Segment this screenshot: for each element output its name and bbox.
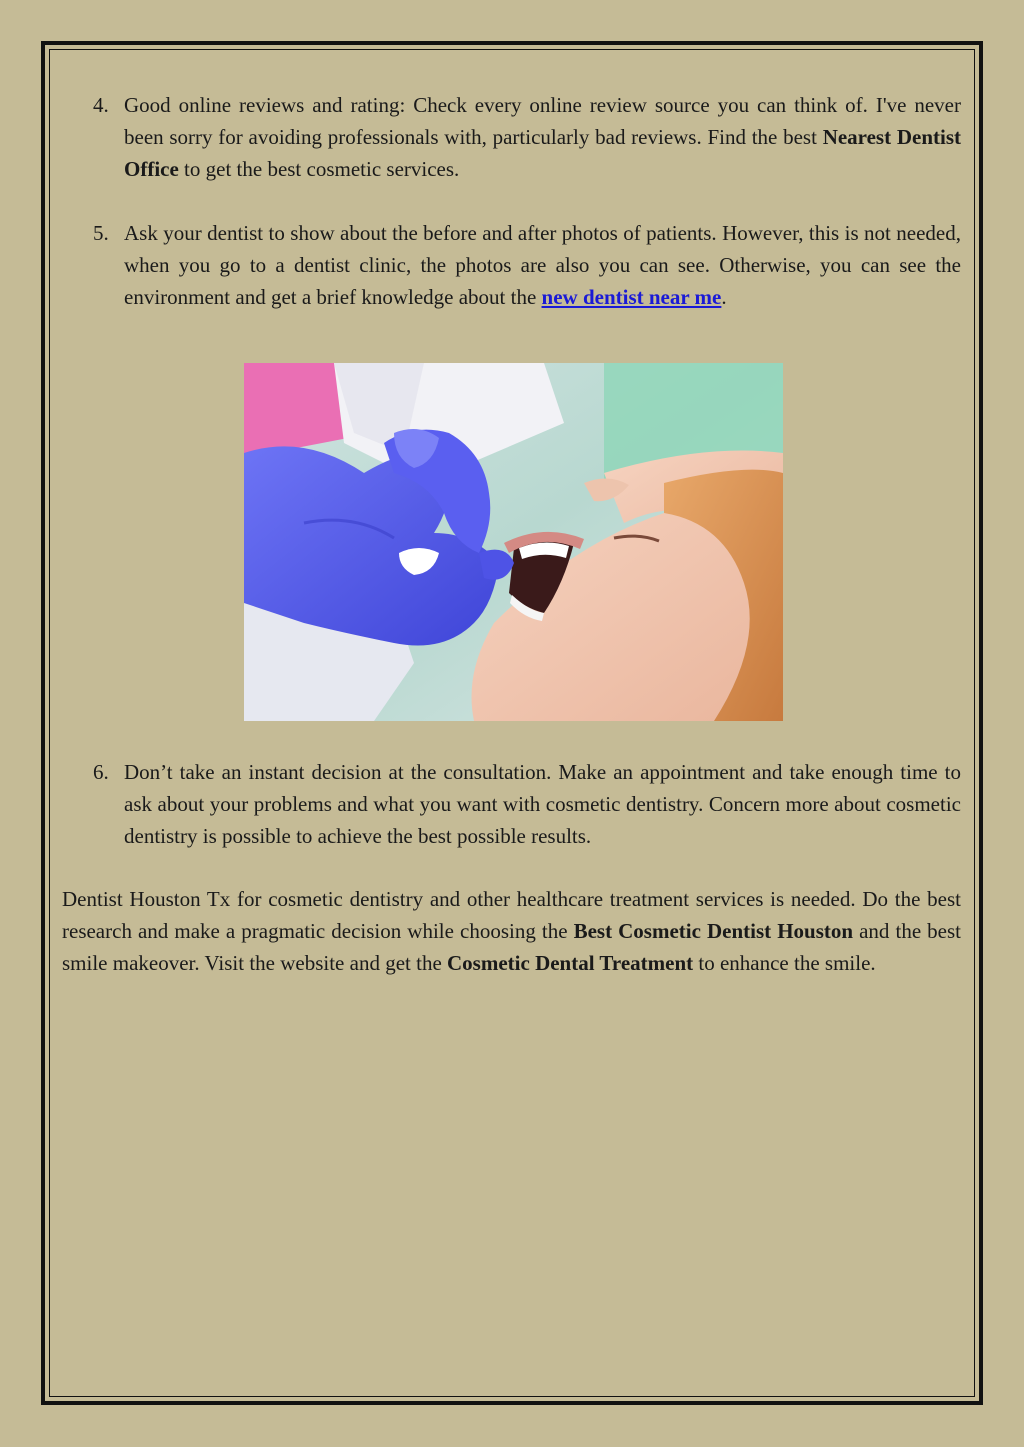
closing-paragraph: [62, 883, 961, 979]
list-number: 6.: [93, 760, 109, 784]
new-dentist-near-me-link[interactable]: new dentist near me: [541, 285, 722, 309]
paragraph-text: and the best smile makeover. Visit the website and get the: [62, 919, 962, 975]
list-number: 5.: [93, 221, 109, 245]
list-item-4: [62, 89, 961, 185]
dental-exam-photo: [244, 363, 783, 721]
list-item-6: [62, 756, 961, 852]
keyword-nearest-dentist-office: Nearest Dentist Office: [124, 125, 961, 181]
list-item-5: [62, 217, 961, 313]
dental-photo-illustration: [244, 363, 783, 721]
item-text: Good online reviews and rating: Check every online review source you can think of. I've never been sorry for avoiding professionals with, particularly bad reviews. Find the best: [124, 93, 961, 149]
list-number: 4.: [93, 93, 109, 117]
document-body: [62, 89, 961, 979]
item-text: Don’t take an instant decision at the consultation. Make an appointment and take enough time to ask about your problems and what you want with cosmetic dentistry. Concern more about cosmetic dentistry is possible to achieve the best possible results.: [124, 760, 961, 848]
keyword-cosmetic-dental-treatment: Cosmetic Dental Treatment: [447, 951, 694, 975]
item-text: .: [721, 285, 727, 309]
paragraph-text: to enhance the smile.: [693, 951, 876, 975]
keyword-best-cosmetic-dentist-houston: Best Cosmetic Dentist Houston: [573, 919, 854, 943]
item-text: Ask your dentist to show about the before and after photos of patients. However, this is not needed, when you go to a dentist clinic, the photos are also you can see. Otherwise, you can see the environment and get a brief knowledge about the: [124, 221, 961, 309]
paragraph-text: Dentist Houston Tx for cosmetic dentistry and other healthcare treatment services is needed. Do the best research and make a pragmatic decision while choosing the: [62, 887, 961, 943]
item-text: to get the best cosmetic services.: [178, 157, 460, 181]
